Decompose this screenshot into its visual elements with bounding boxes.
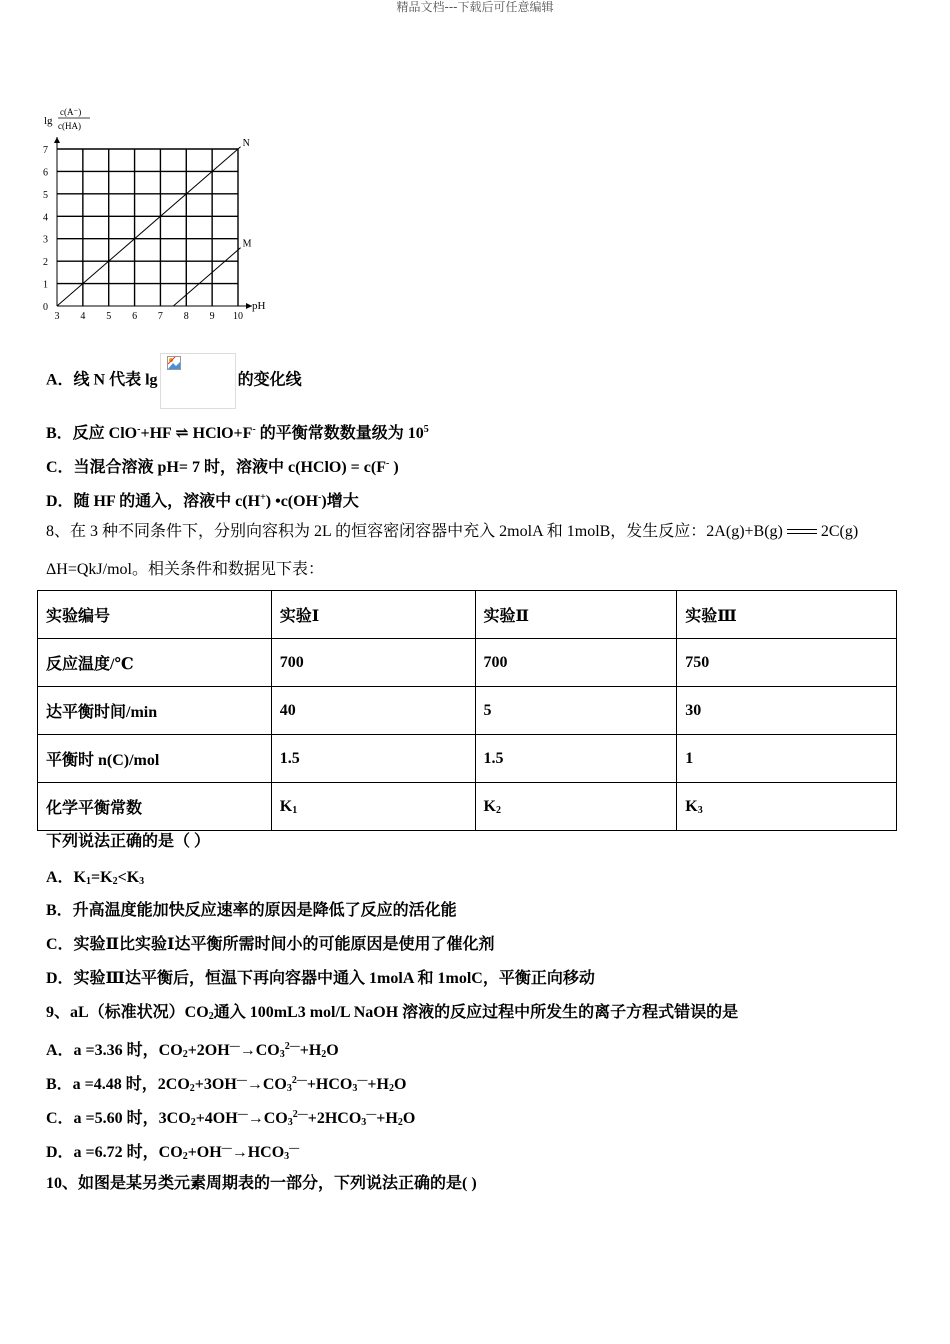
q7-option-b: B．反应 ClO-+HF ⇌ HClO+F- 的平衡常数数量级为 $10^5$ bbox=[46, 424, 429, 442]
series-label-N: N bbox=[242, 137, 250, 149]
y-tick-label: 7 bbox=[43, 145, 48, 156]
y-axis-arrow bbox=[54, 137, 60, 143]
q9-option-d: D．a =6.72 时，$CO_2+OH^—\to HCO_3^—$ bbox=[46, 1143, 300, 1162]
q9-stem: 9、aL（标准状况）$CO_2$通入 100mL3 mol/L NaOH 溶液的反应过程中所发生的离子方程式错误的是 bbox=[46, 1004, 739, 1022]
table-row: 实验编号 实验Ⅰ 实验Ⅱ 实验Ⅲ bbox=[38, 591, 897, 639]
y-tick-label: 5 bbox=[43, 189, 48, 201]
q8-stem-line1: 8、在 3 种不同条件下，分别向容积为 2L 的恒容密闭容器中充入 2molA 和 1molB，发生反应：2A(g)+B(g) 2C(g) bbox=[46, 523, 859, 540]
y-axis-label-denominator: c(HA) bbox=[58, 121, 81, 131]
broken-image-placeholder bbox=[160, 353, 236, 409]
equilibrium-arrow-icon bbox=[787, 527, 817, 537]
x-tick-label: 6 bbox=[132, 311, 138, 322]
x-tick-label: 10 bbox=[233, 311, 243, 322]
y-axis-label-prefix: lg bbox=[44, 115, 53, 127]
series-line-M bbox=[173, 248, 240, 306]
q9-option-b: B．a =4.48 时，$2CO_2+3OH^—\to CO_3^{2—}+HCO_3^—+H_2O$ bbox=[46, 1075, 407, 1094]
x-tick-label: 9 bbox=[209, 311, 215, 322]
table-row: 达平衡时间/min 40 5 30 bbox=[38, 687, 897, 735]
q9-option-c: C．a =5.60 时，$3CO_2+4OH^—\to CO_3^{2—}+2HCO_3^—+H_2O$ bbox=[46, 1109, 416, 1128]
x-tick-label: 7 bbox=[157, 311, 163, 322]
q8-data-table bbox=[37, 590, 897, 831]
q7-option-d: D．随 HF 的通入，溶液中 c(H+) •c(OH-)增大 bbox=[46, 492, 359, 510]
x-axis-label: pH bbox=[252, 300, 266, 312]
q8-stem-line2: ΔH=QkJ/mol。相关条件和数据见下表： bbox=[46, 561, 324, 578]
table-row: 平衡时 n(C)/mol 1.5 1.5 1 bbox=[38, 735, 897, 783]
q9-option-a: A．a =3.36 时，$CO_2+2OH^—\to CO_3^{2—}+H_2O$ bbox=[46, 1041, 339, 1060]
x-tick-label: 5 bbox=[106, 311, 112, 322]
q7-option-a: A．线 N 代表 lg 的变化线 bbox=[46, 353, 302, 409]
q8-option-c: C．实验Ⅱ比实验Ⅰ达平衡所需时间小的可能原因是使用了催化剂 bbox=[46, 936, 495, 953]
q8-option-d: D．实验Ⅲ达平衡后，恒温下再向容器中通入 1molA 和 1molC，平衡正向移动 bbox=[46, 970, 595, 987]
page-header: 精品文档---下载后可任意编辑 bbox=[396, 0, 554, 14]
broken-image-icon bbox=[167, 356, 181, 370]
ph-chart bbox=[40, 104, 280, 324]
series-label-M: M bbox=[242, 238, 252, 250]
y-tick-label: 2 bbox=[43, 257, 48, 269]
y-tick-label: 3 bbox=[43, 234, 48, 246]
y-axis-label-numerator: c(A⁻) bbox=[60, 107, 82, 117]
y-tick-label: 0 bbox=[43, 302, 48, 313]
x-tick-label: 3 bbox=[54, 311, 60, 322]
y-tick-label: 6 bbox=[43, 167, 48, 179]
x-tick-label: 4 bbox=[80, 311, 86, 322]
table-row: 化学平衡常数 $K_1$ $K_2$ $K_3$ bbox=[38, 783, 897, 831]
x-tick-label: 8 bbox=[183, 311, 189, 322]
series-line-N bbox=[57, 147, 241, 306]
q7-option-c: C．当混合溶液 pH= 7 时，溶液中 c(HClO) = c(F- ) bbox=[46, 458, 399, 476]
table-row: 反应温度/℃ 700 700 750 bbox=[38, 639, 897, 687]
y-tick-label: 1 bbox=[43, 279, 48, 291]
q8-option-b: B．升高温度能加快反应速率的原因是降低了反应的活化能 bbox=[46, 902, 457, 919]
q8-question: 下列说法正确的是（ ） bbox=[46, 833, 211, 850]
y-tick-label: 4 bbox=[43, 212, 48, 224]
q10-stem: 10、如图是某另类元素周期表的一部分，下列说法正确的是( ) bbox=[46, 1175, 477, 1192]
q8-option-a: A．$K_1=K_2<K_3$ bbox=[46, 869, 145, 887]
